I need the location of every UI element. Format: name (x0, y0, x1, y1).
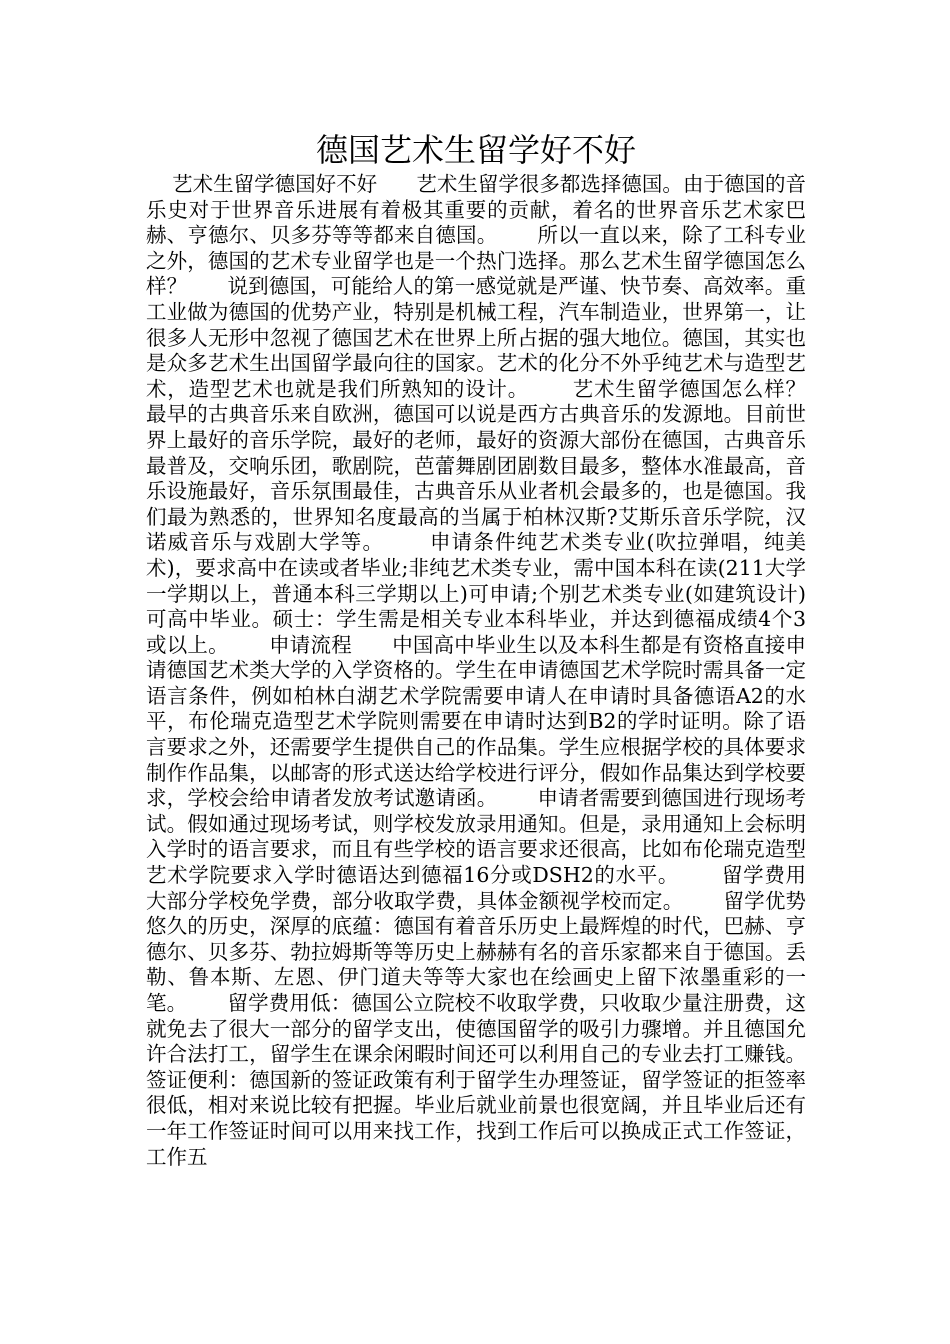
document-body: 艺术生留学德国好不好 艺术生留学很多都选择德国。由于德国的音乐史对于世界音乐进展有着极其重要的贡献，着名的世界音乐艺术家巴赫、亨德尔、贝多芬等等都来自德国。 所以一直以来，除了工科专业之外，德国的艺术专业留学也是一个热门选择。那么艺术生留学德国怎么样？ 说到德国，可能给人的第一感觉就是严谨、快节奏、高效率。重工业做为德国的优势产业，特别是机械工程，汽车制造业，世界第一，让很多人无形中忽视了德国艺术在世界上所占据的强大地位。德国，其实也是众多艺术生出国留学最向往的国家。艺术的化分不外乎纯艺术与造型艺术，造型艺术也就是我们所熟知的设计。 艺术生留学德国怎么样？ 最早的古典音乐来自欧洲，德国可以说是西方古典音乐的发源地。目前世界上最好的音乐学院，最好的老师，最好的资源大部份在德国，古典音乐最普及，交响乐团，歌剧院，芭蕾舞剧团剧数目最多，整体水准最高，音乐设施最好，音乐氛围最佳，古典音乐从业者机会最多的，也是德国。我们最为熟悉的，世界知名度最高的当属于柏林汉斯?艾斯乐音乐学院，汉诺威音乐与戏剧大学等。 申请条件纯艺术类专业(吹拉弹唱，纯美术)，要求高中在读或者毕业;非纯艺术类专业，需中国本科在读(211大学一学期以上，普通本科三学期以上)可申请;个别艺术类专业(如建筑设计)可高中毕业。硕士：学生需是相关专业本科毕业，并达到德福成绩4个3或以上。 申请流程 中国高中毕业生以及本科生都是有资格直接申请德国艺术类大学的入学资格的。学生在申请德国艺术学院时需具备一定语言条件，例如柏林白湖艺术学院需要申请人在申请时具备德语A2的水平，布伦瑞克造型艺术学院则需要在申请时达到B2的学时证明。除了语言要求之外，还需要学生提供自己的作品集。学生应根据学校的具体要求制作作品集，以邮寄的形式送达给学校进行评分，假如作品集达到学校要求，学校会给申请者发放考试邀请函。 申请者需要到德国进行现场考试。假如通过现场考试，则学校发放录用通知。但是，录用通知上会标明入学时的语言要求，而且有些学校的语言要求还很高，比如布伦瑞克造型艺术学院要求入学时德语达到德福16分或DSH2的水平。 留学费用 大部分学校免学费，部分收取学费，具体金额视学校而定。 留学优势 悠久的历史，深厚的底蕴：德国有着音乐历史上最辉煌的时代，巴赫、亨德尔、贝多芬、勃拉姆斯等等历史上赫赫有名的音乐家都来自于德国。丢勒、鲁本斯、左恩、伊门道夫等等大家也在绘画史上留下浓墨重彩的一笔。 留学费用低：德国公立院校不收取学费，只收取少量注册费，这就免去了很大一部分的留学支出，使德国留学的吸引力骤增。并且德国允许合法打工，留学生在课余闲暇时间还可以利用自己的专业去打工赚钱。 签证便利：德国新的签证政策有利于留学生办理签证，留学签证的拒签率很低，相对来说比较有把握。毕业后就业前景也很宽阔，并且毕业后还有一年工作签证时间可以用来找工作，找到工作后可以换成正式工作签证，工作五 (146, 172, 846, 1169)
document-title: 德国艺术生留学好不好 (315, 131, 636, 169)
